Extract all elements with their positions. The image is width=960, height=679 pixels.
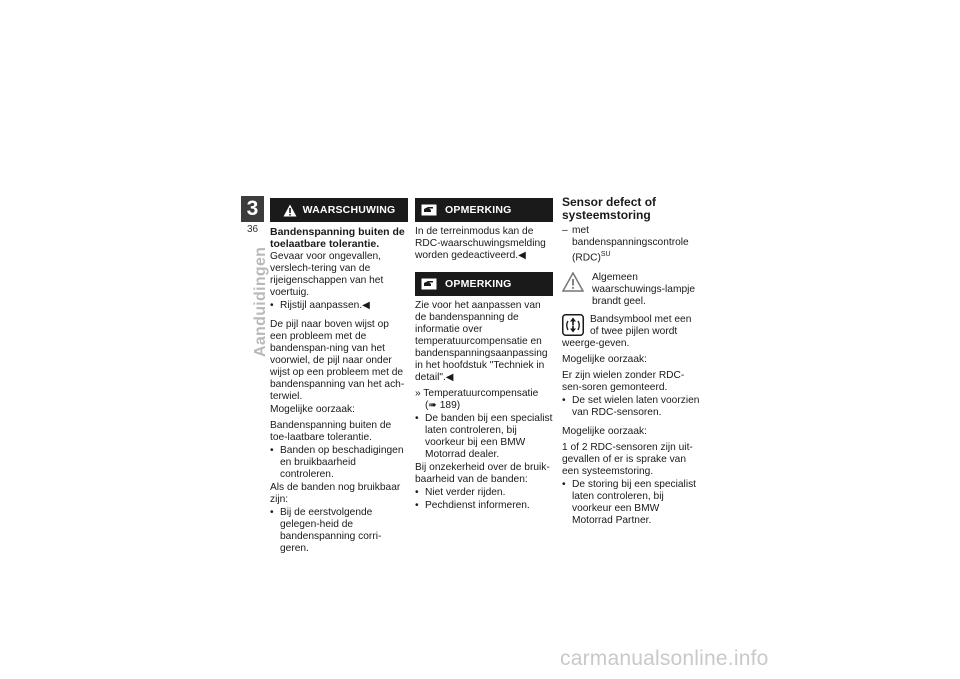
condition-item: – met bandenspanningscontrole (RDC)$^{SU}$ <box>562 225 700 264</box>
warning-label: WAARSCHUWING <box>302 204 396 216</box>
note-text: Zie voor het aanpassen van de bandenspanning de informatie over temperatuurcompensatie en bandenspanningsaanpassing in het hoofdstuk "Techniek in detail".◀ <box>415 300 548 383</box>
column-1 <box>270 198 408 556</box>
paragraph: 1 of 2 RDC-sensoren zijn uit-gevallen of er is sprake van een systeemstoring. <box>562 442 693 478</box>
page-number: 36 <box>246 224 259 235</box>
indicator-text: Algemeen waarschuwings-lampje brandt geel. <box>592 272 696 308</box>
list-item: • Bij de eerstvolgende gelegen-heid de bandenspanning corri-geren. <box>270 507 408 555</box>
paragraph: Gevaar voor ongevallen, verslech-tering van de rijeigenschappen van het voertuig. <box>270 251 384 298</box>
chapter-title: Aanduidingen <box>252 246 269 357</box>
list-item: • Rijstijl aanpassen.◀ <box>270 300 408 312</box>
list-item: • Niet verder rijden. <box>415 487 553 499</box>
note-text: In de terreinmodus kan de RDC-waarschuwingsmelding worden gedeactiveerd.◀ <box>415 226 546 261</box>
note-bar <box>415 198 553 222</box>
list-item: • Pechdienst informeren. <box>415 500 553 512</box>
list-item: • Banden op beschadigingen en bruikbaarheid controleren. <box>270 445 408 481</box>
cross-reference <box>415 388 553 412</box>
indicator-row <box>562 314 700 350</box>
tire-pressure-icon <box>562 314 584 336</box>
warning-bar <box>270 198 408 222</box>
note-hand-icon <box>421 278 437 290</box>
paragraph: Mogelijke oorzaak: <box>562 426 647 438</box>
list-item: • De banden bij een specialist laten controleren, bij voorkeur bij een BMW Motorrad dealer. <box>415 413 553 461</box>
watermark: carmanualsonline.info <box>560 647 769 670</box>
paragraph: Bij onzekerheid over de bruik-baarheid van de banden: <box>415 462 550 485</box>
reference-label: » Temperatuurcompensatie <box>415 388 539 399</box>
note-label: OPMERKING <box>445 204 512 216</box>
note-label: OPMERKING <box>445 278 512 290</box>
note-bar <box>415 272 553 296</box>
paragraph: Er zijn wielen zonder RDC-sen-soren gemonteerd. <box>562 370 685 394</box>
paragraph: Als de banden nog bruikbaar zijn: <box>270 482 401 505</box>
warning-heading: Bandenspanning buiten de toelaatbare tolerantie. <box>270 226 405 250</box>
paragraph: Mogelijke oorzaak: <box>270 404 355 415</box>
paragraph: Bandenspanning buiten de toe-laatbare tolerantie. <box>270 420 392 443</box>
section-heading: Sensor defect of systeemstoring <box>562 195 657 222</box>
superscript-code: SU <box>600 251 611 258</box>
paragraph: Mogelijke oorzaak: <box>562 354 647 366</box>
general-warning-lamp-icon <box>562 272 584 292</box>
list-item: • De set wielen laten voorzien van RDC-sensoren. <box>562 395 700 419</box>
reference-page: (➠ 189) <box>425 400 461 411</box>
indicator-text: Bandsymbool met een of twee pijlen wordt weerge-geven. <box>562 314 692 350</box>
column-3 <box>562 196 700 528</box>
chapter-number: 3 <box>241 196 264 222</box>
indicator-row <box>562 272 700 308</box>
warning-triangle-icon <box>283 204 297 217</box>
column-2 <box>415 198 553 513</box>
list-item: • De storing bij een specialist laten controleren, bij voorkeur een BMW Motorrad Partner. <box>562 479 700 527</box>
paragraph: De pijl naar boven wijst op een probleem met de bandenspan-ning van het voorwiel, de pijl naar onder wijst op een probleem met de bandenspanning van het ach-terwiel. <box>270 319 405 402</box>
note-hand-icon <box>421 204 437 216</box>
